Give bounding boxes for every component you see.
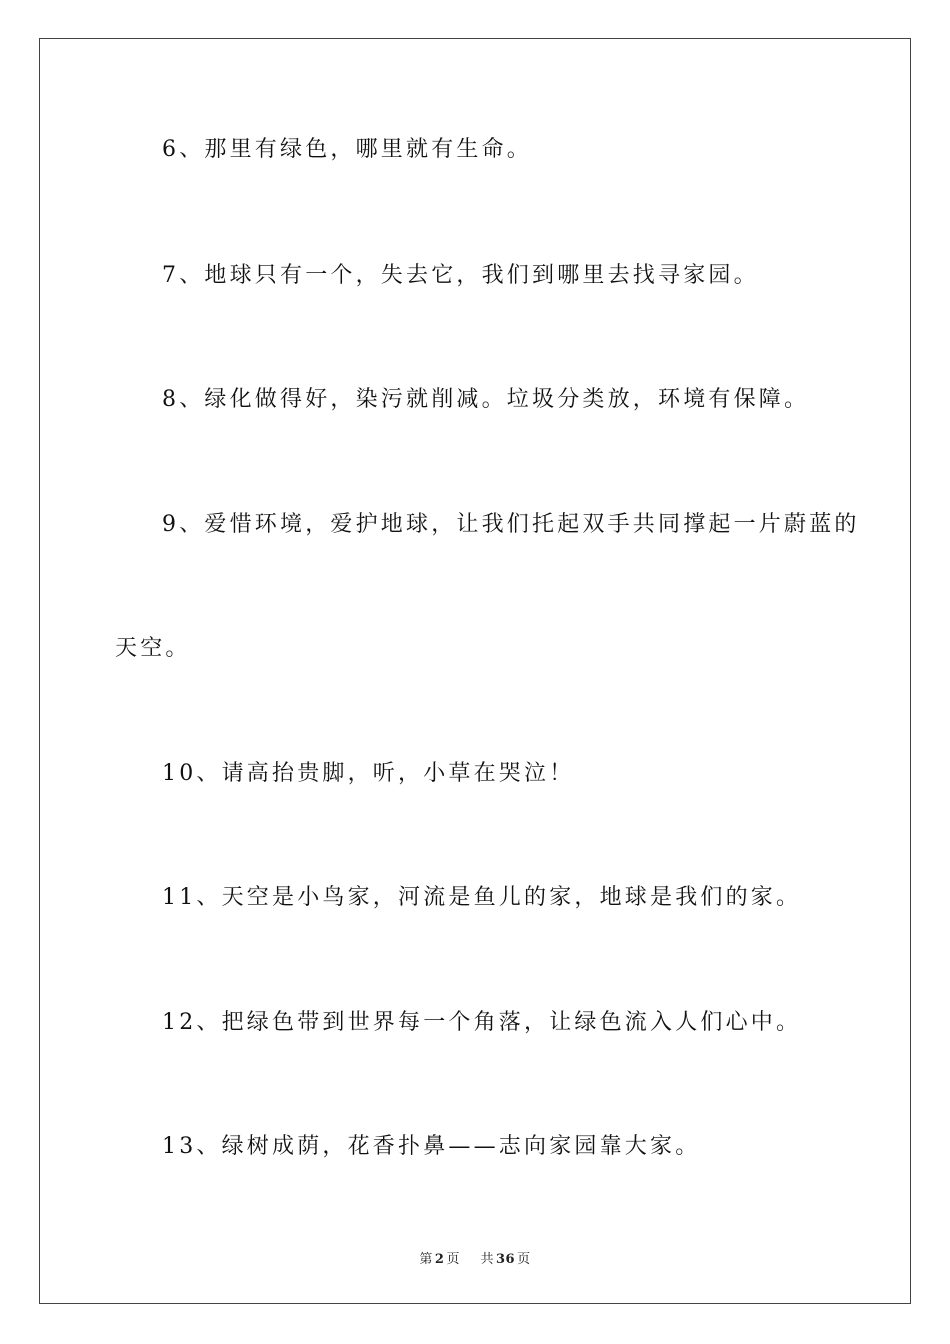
slogan-6: 6、那里有绿色，哪里就有生命。 (162, 137, 532, 162)
page-prefix: 第 (419, 1252, 433, 1267)
slogan-7: 7、地球只有一个，失去它，我们到哪里去找寻家园。 (162, 263, 759, 288)
slogan-9: 9、爱惜环境，爱护地球，让我们托起双手共同撑起一片蔚蓝的 (162, 512, 860, 537)
page-current: 2 (434, 1252, 445, 1267)
slogan-12: 12、把绿色带到世界每一个角落，让绿色流入人们心中。 (162, 1010, 802, 1035)
total-suffix: 页 (517, 1252, 531, 1267)
page-frame (39, 38, 911, 1304)
page-total: 36 (496, 1252, 516, 1267)
slogan-11: 11、天空是小鸟家，河流是鱼儿的家，地球是我们的家。 (162, 885, 802, 910)
slogan-8: 8、绿化做得好，染污就削减。垃圾分类放，环境有保障。 (162, 387, 810, 412)
slogan-9-continued: 天空。 (115, 636, 191, 661)
slogan-10: 10、请高抬贵脚，听，小草在哭泣！ (162, 761, 575, 786)
page-footer (0, 1248, 950, 1267)
slogan-13: 13、绿树成荫，花香扑鼻——志向家园靠大家。 (162, 1134, 701, 1159)
page-suffix: 页 (446, 1252, 460, 1267)
total-prefix: 共 (480, 1252, 494, 1267)
